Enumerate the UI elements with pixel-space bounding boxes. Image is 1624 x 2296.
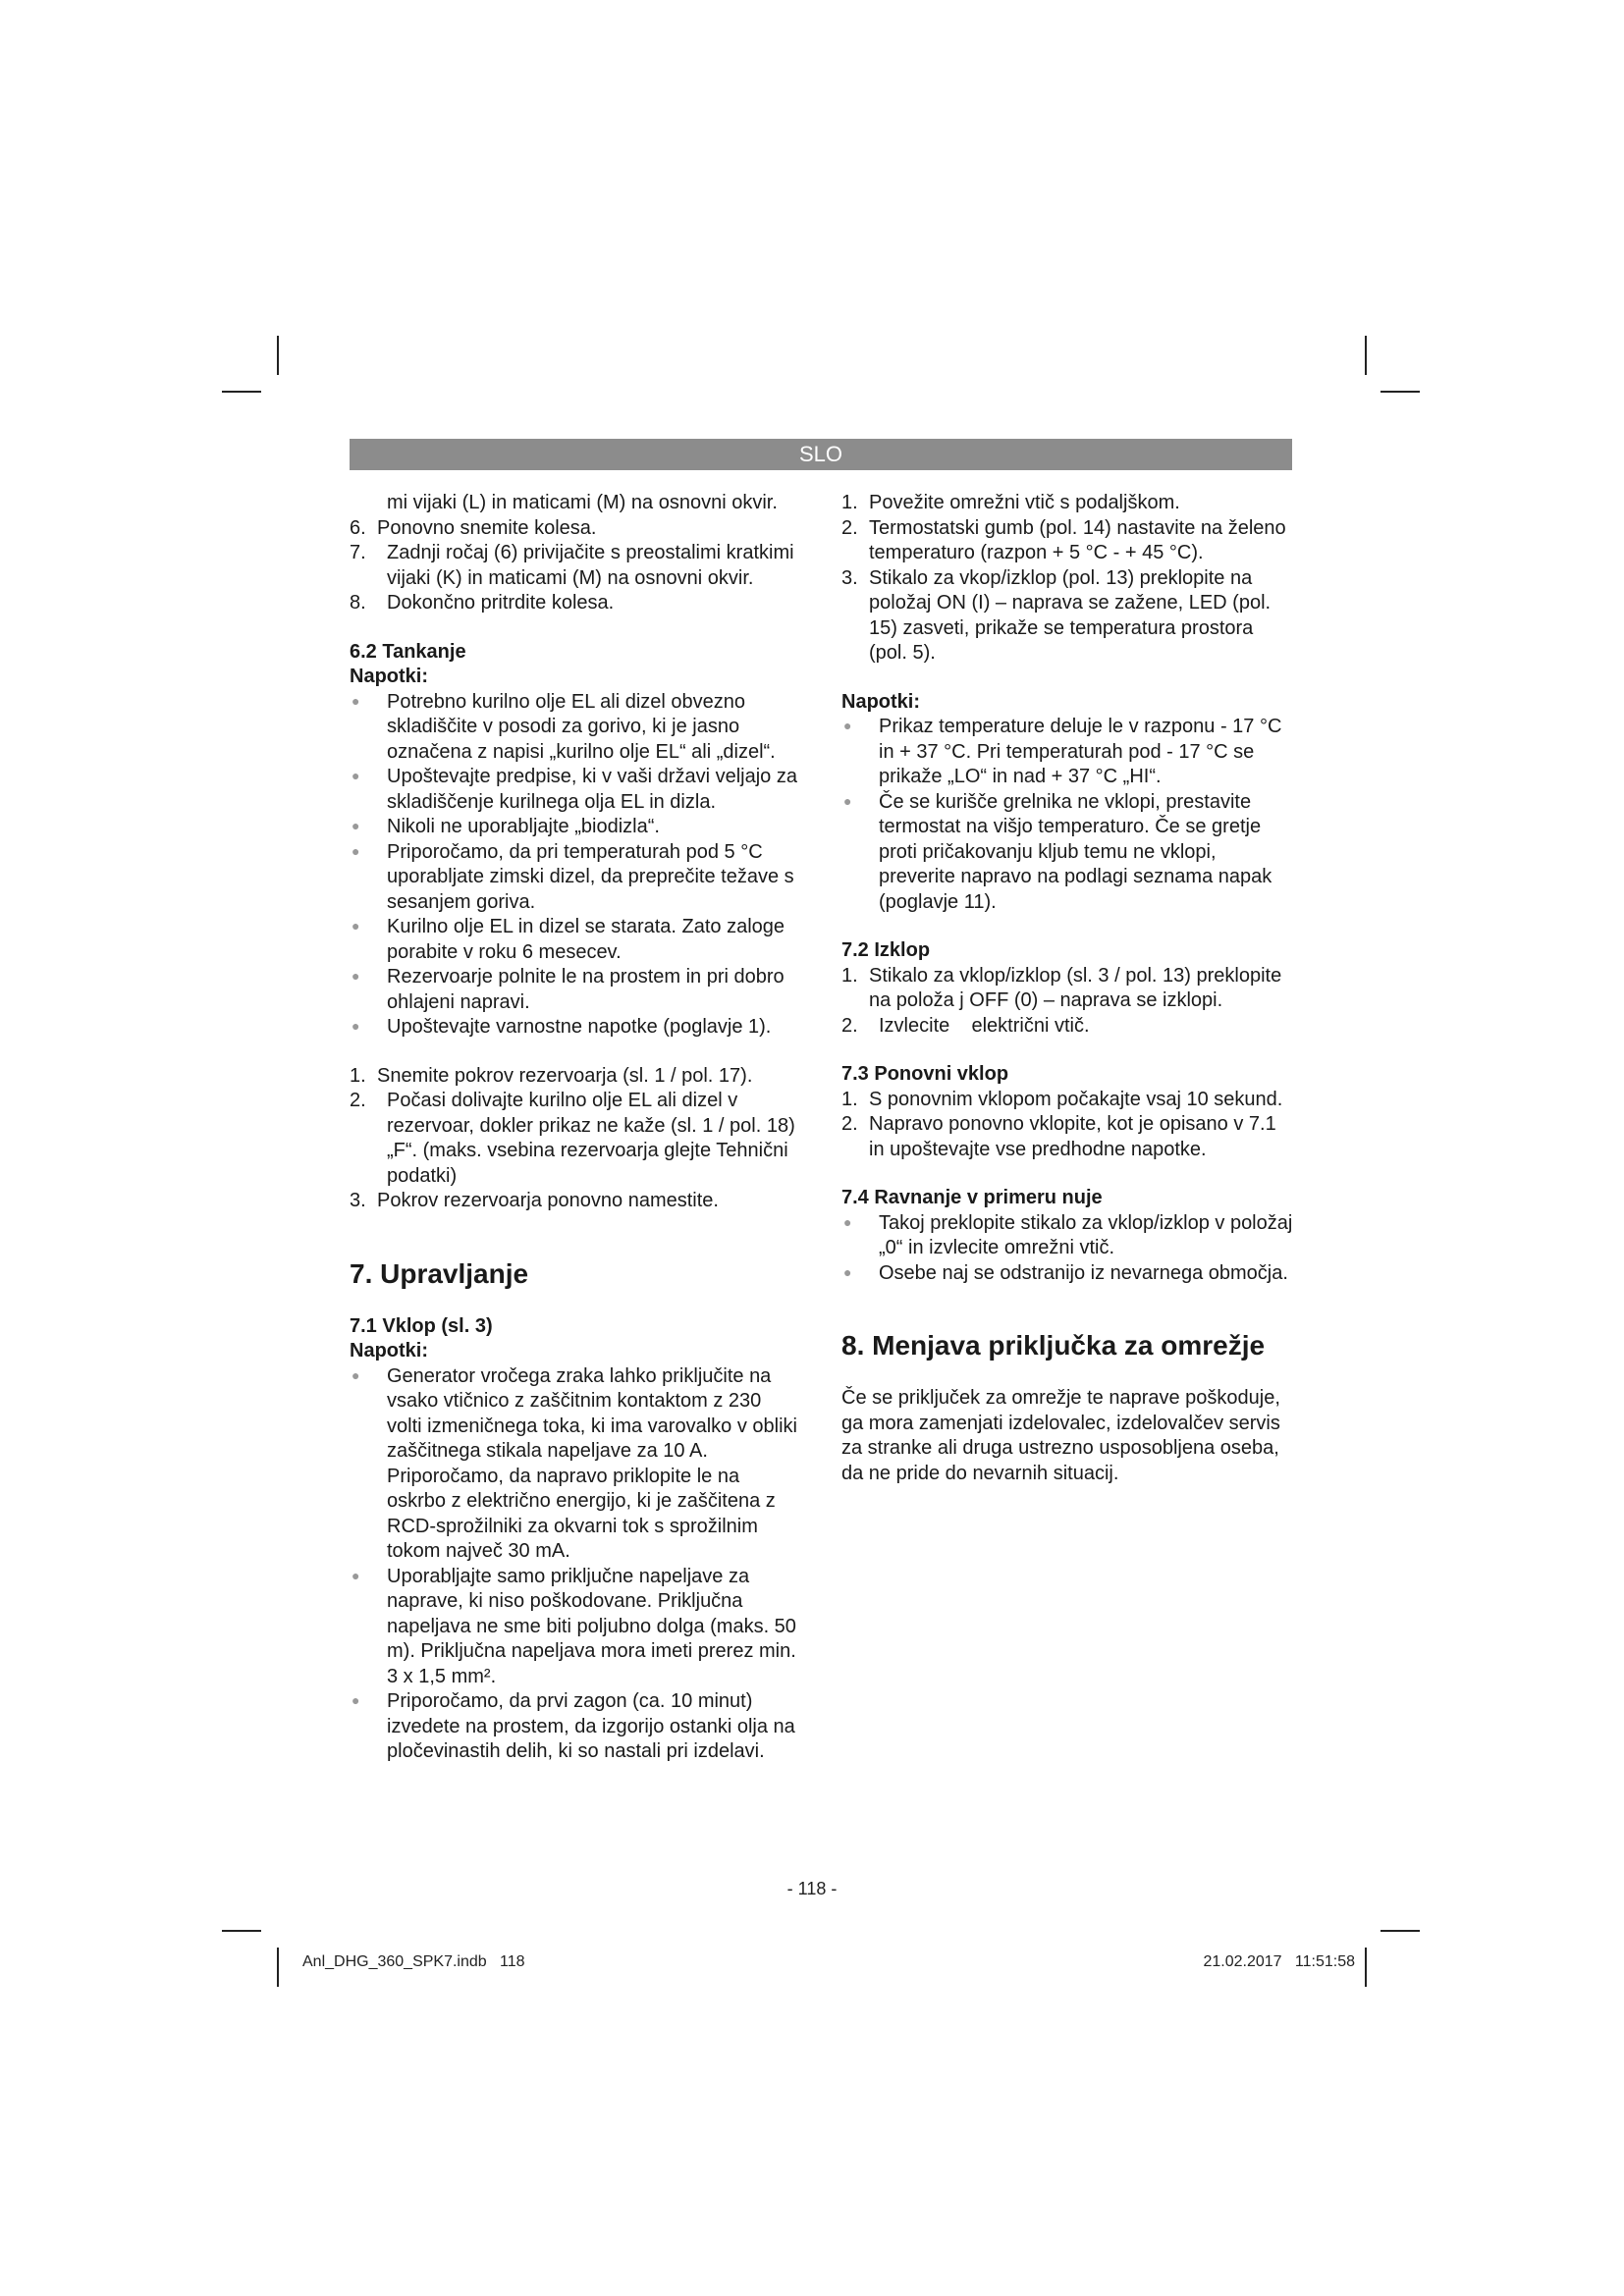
crop-mark-tl-v [277,336,279,375]
section-heading-7-4: 7.4 Ravnanje v primeru nuje [841,1187,1103,1208]
bullet-item: ● Če se kurišče grelnika ne vklopi, prestavite termostat na višjo temperaturo. Če se gretje proti pričakovanju kljub temu ne vklopi, preverite napravo na podlagi seznama napak (poglavje 11). [841,790,1293,916]
bullet-item: ● Rezervoarje polnite le na prostem in pri dobro ohlajeni napravi. [350,965,801,1015]
list-item: 3. Pokrov rezervoarja ponovno namestite. [350,1190,719,1211]
bullet-item: ● Nikoli ne uporabljajte „biodizla“. [350,815,801,840]
notes-label: Napotki: [350,666,428,687]
list-item: 8. Dokončno pritrdite kolesa. [350,592,615,614]
crop-mark-tr-v [1365,336,1367,375]
section-heading-7-3: 7.3 Ponovni vklop [841,1063,1009,1085]
bullet-item: ● Osebe naj se odstranijo iz nevarnega območja. [841,1261,1293,1287]
notes-label: Napotki: [841,690,920,713]
crop-mark-br-h [1380,1930,1420,1932]
section-heading-7-2: 7.2 Izklop [841,939,931,961]
bullet-item: ● Upoštevajte varnostne napotke (poglavje 1). [350,1015,801,1041]
crop-mark-bl-h [222,1930,261,1932]
notes-label: Napotki: [350,1340,428,1362]
list-item: 2. Termostatski gumb (pol. 14) nastavite na želeno temperaturo (razpon + 5 °C - + 45 °C). [841,516,1286,563]
section-heading-7-1: 7.1 Vklop (sl. 3) [350,1314,493,1337]
list-item: 2. Napravo ponovno vklopite, kot je opisano v 7.1 in upoštevajte vse predhodne napotke. [841,1113,1276,1160]
list-item: 2. Izvlecite električni vtič. [841,1014,1090,1037]
list-item: 1. Povežite omrežni vtič s podaljškom. [841,492,1180,513]
bullet-item: ● Generator vročega zraka lahko priključite na vsako vtičnico z zaščitnim kontaktom z 230 volti izmeničnega toka, ki ima varovalko v obliki zaščitnega stikala napeljave za 10 A. Priporočamo, da napravo priklopite le na oskrbo z električno energijo, ki je zaščitena z RCD-sprožilniki za okvarni tok s sprožilnim tokom največ 30 mA. [350,1364,801,1565]
section-heading-8: 8. Menjava priključka za omrežje [841,1330,1266,1361]
crop-mark-tl-h [222,391,261,393]
crop-mark-tr-h [1380,391,1420,393]
footer-datetime: 21.02.2017 11:51:58 [1203,1953,1355,1970]
crop-mark-bl-v [277,1948,279,1987]
bullet-item: ● Takoj preklopite stikalo za vklop/izklop v položaj „0“ in izvlecite omrežni vtič. [841,1211,1293,1261]
bullet-item: ● Uporabljajte samo priključne napeljave za naprave, ki niso poškodovane. Priključna napeljava ne sme biti poljubno dolga (maks. 50 m). Priključna napeljava mora imeti prerez min. 3 x 1,5 mm². [350,1565,801,1690]
bullet-item: ● Priporočamo, da pri temperaturah pod 5 °C uporabljate zimski dizel, da preprečite težave s sesanjem goriva. [350,840,801,916]
list-item: 1. S ponovnim vklopom počakajte vsaj 10 sekund. [841,1088,1283,1110]
page-number: - 118 - [786,1879,838,1898]
right-column [841,491,1293,1486]
continued-text: mi vijaki (L) in maticami (M) na osnovni okvir. [387,492,778,513]
list-item: 1. Snemite pokrov rezervoarja (sl. 1 / pol. 17). [350,1064,753,1087]
list-item: 2. Počasi dolivajte kurilno olje EL ali dizel v rezervoar, dokler prikaz ne kaže (sl. 1 / pol. 18) „F“. (maks. vsebina rezervoarja glejte Tehnični podatki) [350,1090,795,1187]
bullet-item: ● Kurilno olje EL in dizel se starata. Zato zaloge porabite v roku 6 mesecev. [350,915,801,965]
section-heading-7: 7. Upravljanje [350,1257,529,1289]
section-8-text: Če se priključek za omrežje te naprave poškoduje, ga mora zamenjati izdelovalec, izdelovalčev servis za stranke ali druga ustrezno usposobljena oseba, da ne pride do nevarnih situacij. [841,1387,1280,1484]
list-item: 6. Ponovno snemite kolesa. [350,516,597,539]
bullet-item: ● Potrebno kurilno olje EL ali dizel obvezno skladiščite v posodi za gorivo, ki je jasno označena z napisi „kurilno olje EL“ ali „dizel“. [350,690,801,766]
footer-file-name: Anl_DHG_360_SPK7.indb 118 [302,1953,525,1970]
crop-mark-br-v [1365,1948,1367,1987]
list-item: 7. Zadnji ročaj (6) privijačite s preostalimi kratkimi vijaki (K) in maticami (M) na osnovni okvir. [350,542,794,589]
bullet-item: ● Prikaz temperature deluje le v razponu - 17 °C in + 37 °C. Pri temperaturah pod - 17 °C se prikaže „LO“ in nad + 37 °C „HI“. [841,715,1293,790]
left-column [350,491,801,1765]
list-item: 1. Stikalo za vklop/izklop (sl. 3 / pol. 13) preklopite na položa j OFF (0) – naprava se izklopi. [841,964,1282,1011]
list-item: 3. Stikalo za vkop/izklop (pol. 13) preklopite na položaj ON (I) – naprava se zažene, LED (pol. 15) zasveti, prikaže se temperatura prostora (pol. 5). [841,566,1272,664]
language-header: SLO [350,439,1292,470]
bullet-item: ● Priporočamo, da prvi zagon (ca. 10 minut) izvedete na prostem, da izgorijo ostanki olja na pločevinastih delih, ki so nastali pri izdelavi. [350,1689,801,1765]
section-heading-6-2: 6.2 Tankanje [350,640,466,663]
bullet-item: ● Upoštevajte predpise, ki v vaši državi veljajo za skladiščenje kurilnega olja EL in dizla. [350,765,801,815]
